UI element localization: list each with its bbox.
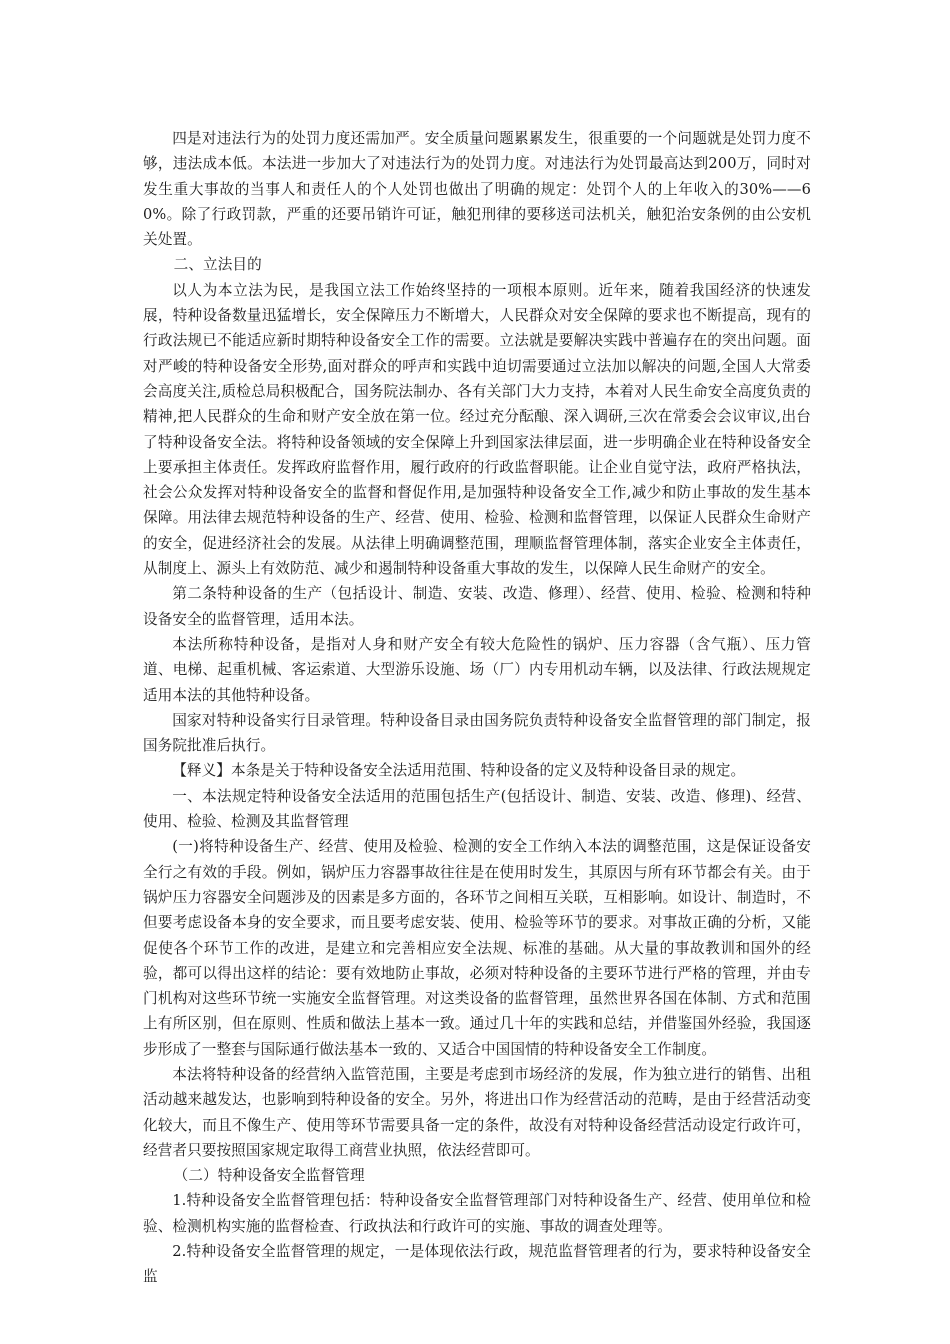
- paragraph-interpretation: 【释义】本条是关于特种设备安全法适用范围、特种设备的定义及特种设备目录的规定。: [172, 762, 746, 780]
- section-heading-legislative-purpose: 二、立法目的: [173, 256, 262, 274]
- paragraph-special-equipment-definition: 本法所称特种设备，是指对人身和财产安全有较大危险性的锅炉、压力容器（含气瓶）、压力管道、电梯、起重机械、客运索道、大型游乐设施、场（厂）内专用机动车辆，以及法律、行政法规规定适用本法的其他特种设备。: [143, 635, 811, 704]
- document-page: [143, 126, 811, 1290]
- paragraph-scope-detail: (一)将特种设备生产、经营、使用及检验、检测的安全工作纳入本法的调整范围，这是保证设备安全行之有效的手段。例如，锅炉压力容器事故往往是在使用时发生，其原因与所有环节都会有关。由于锅炉压力容器安全问题涉及的因素是多方面的，各环节之间相互关联，互相影响。如设计、制造时，不但要考虑设备本身的安全要求，而且要考虑安装、使用、检验等环节的要求。对事故正确的分析，又能促使各个环节工作的改进，是建立和完善相应安全法规、标准的基础。从大量的事故教训和国外的经验，都可以得出这样的结论：要有效地防止事故，必须对特种设备的主要环节进行严格的管理，并由专门机构对这些环节统一实施安全监督管理。对这类设备的监督管理，虽然世界各国在体制、方式和范围上有所区别，但在原则、性质和做法上基本一致。通过几十年的实践和总结，并借鉴国外经验，我国逐步形成了一整套与国际通行做法基本一致的、又适合中国国情的特种设备安全工作制度。: [143, 838, 811, 1058]
- paragraph-supervision-item-1: 1.特种设备安全监督管理包括：特种设备安全监督管理部门对特种设备生产、经营、使用单位和检验、检测机构实施的监督检查、行政执法和行政许可的实施、事故的调查处理等。: [143, 1192, 811, 1235]
- paragraph-legislative-purpose: 以人为本立法为民，是我国立法工作始终坚持的一项根本原则。近年来，随着我国经济的快速发展，特种设备数量迅猛增长，安全保障压力不断增大，人民群众对安全保障的要求也不断提高，现有的行政法规已不能适应新时期特种设备安全工作的需要。立法就是要解决实践中普遍存在的突出问题。面对严峻的特种设备安全形势,面对群众的呼声和实践中迫切需要通过立法加以解决的问题,全国人大常委会高度关注,质检总局积极配合，国务院法制办、各有关部门大力支持，本着对人民生命安全高度负责的精神,把人民群众的生命和财产安全放在第一位。经过充分酝酿、深入调研,三次在常委会会议审议,出台了特种设备安全法。将特种设备领域的安全保障上升到国家法律层面，进一步明确企业在特种设备安全上要承担主体责任。发挥政府监督作用，履行政府的行政监督职能。让企业自觉守法，政府严格执法，社会公众发挥对特种设备安全的监督和督促作用,是加强特种设备安全工作,减少和防止事故的发生基本保障。用法律去规范特种设备的生产、经营、使用、检验、检测和监督管理，以保证人民群众生命财产的安全，促进经济社会的发展。从法律上明确调整范围，理顺监督管理体制，落实企业安全主体责任，从制度上、源头上有效防范、减少和遏制特种设备重大事故的发生，以保障人民生命财产的安全。: [143, 281, 811, 578]
- paragraph-article-two: 第二条特种设备的生产（包括设计、制造、安装、改造、修理）、经营、使用、检验、检测和特种设备安全的监督管理，适用本法。: [143, 585, 811, 628]
- subheading-safety-supervision: （二）特种设备安全监督管理: [173, 1167, 365, 1185]
- paragraph-catalog-management: 国家对特种设备实行目录管理。特种设备目录由国务院负责特种设备安全监督管理的部门制定，报国务院批准后执行。: [143, 711, 811, 755]
- paragraph-scope-heading: 一、本法规定特种设备安全法适用的范围包括生产(包括设计、制造、安装、改造、修理)、经营、使用、检验、检测及其监督管理: [143, 787, 811, 831]
- paragraph-supervision-item-2: 2.特种设备安全监督管理的规定，一是体现依法行政，规范监督管理者的行为，要求特种设备安全监: [143, 1243, 811, 1286]
- paragraph-business-supervision: 本法将特种设备的经营纳入监管范围，主要是考虑到市场经济的发展，作为独立进行的销售、出租活动越来越发达，也影响到特种设备的安全。另外，将进出口作为经营活动的范畴，是由于经营活动变化较大，而且不像生产、使用等环节需要具备一定的条件，故没有对特种设备经营活动设定行政许可，经营者只要按照国家规定取得工商营业执照，依法经营即可。: [143, 1065, 811, 1159]
- paragraph-penalty-intensity: 四是对违法行为的处罚力度还需加严。安全质量问题累累发生，很重要的一个问题就是处罚力度不够，违法成本低。本法进一步加大了对违法行为的处罚力度。对违法行为处罚最高达到200万，同时对发生重大事故的当事人和责任人的个人处罚也做出了明确的规定：处罚个人的上年收入的30%——60%。除了行政罚款，严重的还要吊销许可证，触犯刑律的要移送司法机关，触犯治安条例的由公安机关处置。: [143, 130, 811, 249]
